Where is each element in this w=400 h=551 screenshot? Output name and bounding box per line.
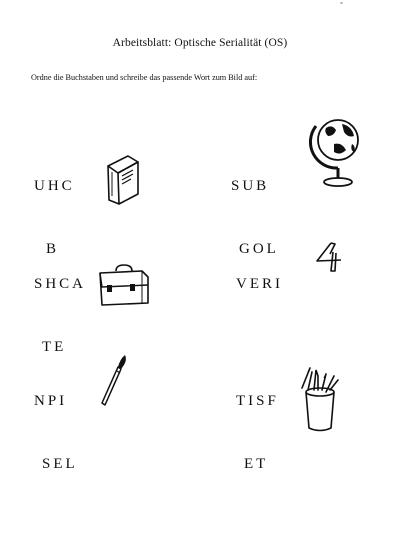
letters-line-1: VERI [236,276,283,292]
scan-speck [340,2,343,4]
letters-line-2: GOL [239,241,279,257]
scrambled-word-6 [236,349,279,517]
letters-line-1: SHCA [34,276,87,292]
letters-line-1: UHC [34,178,75,194]
globe-icon [308,110,368,192]
letters-line-1: NPI [34,393,68,409]
pencil-cup-icon [296,366,340,434]
book-icon [100,152,142,207]
letters-line-2: B [46,241,60,257]
schoolbag-icon [94,263,154,309]
letters-line-2: SEL [42,456,78,472]
letters-line-1: SUB [231,178,270,194]
letters-line-1: TISF [236,393,279,409]
letters-line-2: ET [244,456,269,472]
letters-line-2: TE [42,339,67,355]
number-four-icon [313,240,345,274]
scrambled-word-5 [34,349,78,517]
page-title: Arbeitsblatt: Optische Serialität (OS) [112,37,288,49]
paintbrush-icon [97,353,131,409]
instruction-text: Ordne die Buchstaben und schreibe das passende Wort zum Bild auf: [31,73,258,82]
